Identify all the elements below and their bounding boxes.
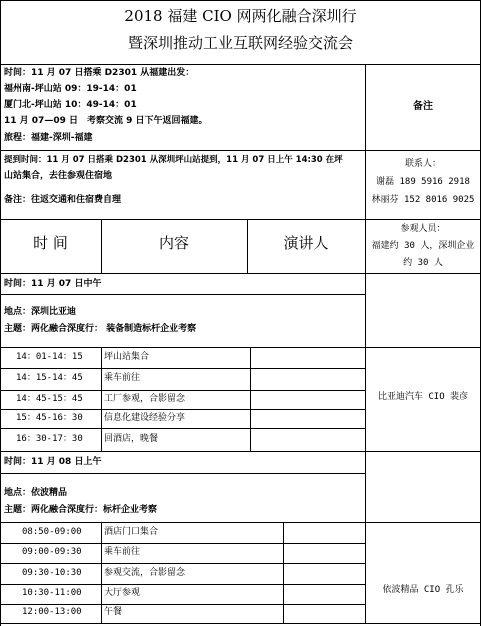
table-row-time: 15：45-16：30 — [16, 413, 83, 423]
header-content: 内容 — [158, 234, 189, 252]
trip-line-2: 福州南-坪山站 09：19-14：01 — [4, 84, 137, 94]
arrival-line-2: 山站集合，去往参观住宿地 — [4, 171, 113, 181]
contact-label: 联系人： — [404, 159, 441, 169]
trip-line-3: 厦门北-坪山站 10：49-14：01 — [4, 100, 137, 110]
day2-place: 地点：依波精品 — [4, 488, 68, 498]
participants-label: 参观人员： — [400, 224, 446, 234]
table-row-time: 14：15-14：45 — [16, 373, 83, 383]
table-row-time: 09:30-10:30 — [22, 568, 82, 578]
day2-time: 时间：11 月 08 日上午 — [4, 457, 102, 467]
header-time: 时 间 — [33, 234, 68, 252]
contact-person-2: 林丽芬 152 8016 9025 — [371, 195, 475, 205]
table-row-time: 12:00-13:00 — [22, 607, 82, 617]
arrival-line-3: 备注：往返交通和住宿费自理 — [4, 195, 122, 205]
page-subtitle: 暨深圳推动工业互联网经验交流会 — [127, 34, 353, 52]
contact-person-1: 谢磊 189 5916 2918 — [376, 177, 470, 187]
table-row-time: 16：30-17：30 — [16, 434, 83, 444]
table-row-content: 坪山站集合 — [104, 352, 150, 362]
participants-line-2: 福建约 30 人，深圳企业 — [371, 241, 475, 251]
arrival-line-1: 提到时间：11 月 07 日搭乘 D2301 从深圳坪山站提到，11 月 07 日上午 14:30 在坪 — [4, 155, 343, 165]
table-row-time: 08:50-09:00 — [22, 527, 82, 537]
table-row-content: 信息化建设经验分享 — [104, 413, 186, 423]
day2-speaker: 依波精品 CIO 孔乐 — [382, 585, 464, 595]
table-row-time: 10:30-11:00 — [22, 588, 82, 598]
page-title: 2018 福建 CIO 网两化融合深圳行 — [124, 7, 357, 25]
table-row-content: 参观交流，合影留念 — [104, 568, 186, 578]
trip-line-1: 时间：11 月 07 日搭乘 D2301 从福建出发： — [4, 68, 195, 78]
table-row-content: 回酒店，晚餐 — [104, 434, 159, 444]
table-row-content: 大厅参观 — [104, 588, 141, 598]
trip-line-5: 旅程：福建-深圳-福建 — [4, 133, 93, 143]
table-row-content: 工厂参观，合影留念 — [104, 394, 186, 404]
table-row-content: 酒店门口集合 — [104, 527, 159, 537]
day1-theme: 主题：两化融合深度行： 装备制造标杆企业考察 — [4, 324, 197, 334]
table-row-content: 午餐 — [104, 607, 123, 617]
table-row-time: 14：45-15：45 — [16, 394, 83, 404]
day1-place: 地点：深圳比亚迪 — [4, 307, 77, 317]
header-speaker: 演讲人 — [283, 234, 329, 252]
table-row-content: 乘车前往 — [104, 547, 141, 557]
remark-label: 备注 — [413, 101, 433, 112]
table-row-content: 乘车前往 — [104, 373, 141, 383]
trip-line-4: 11 月 07—09 日 考察交流 9 日下午返回福建。 — [4, 116, 208, 126]
table-row-time: 14：01-14：15 — [16, 352, 83, 362]
participants-line-3: 约 30 人 — [403, 258, 443, 268]
day1-speaker: 比亚迪汽车 CIO 裴彦 — [377, 392, 469, 402]
table-row-time: 09:00-09:30 — [22, 547, 82, 557]
day1-time: 时间：11 月 07 日中午 — [4, 279, 102, 289]
day2-theme: 主题：两化融合深度行：标杆企业考察 — [4, 505, 158, 515]
